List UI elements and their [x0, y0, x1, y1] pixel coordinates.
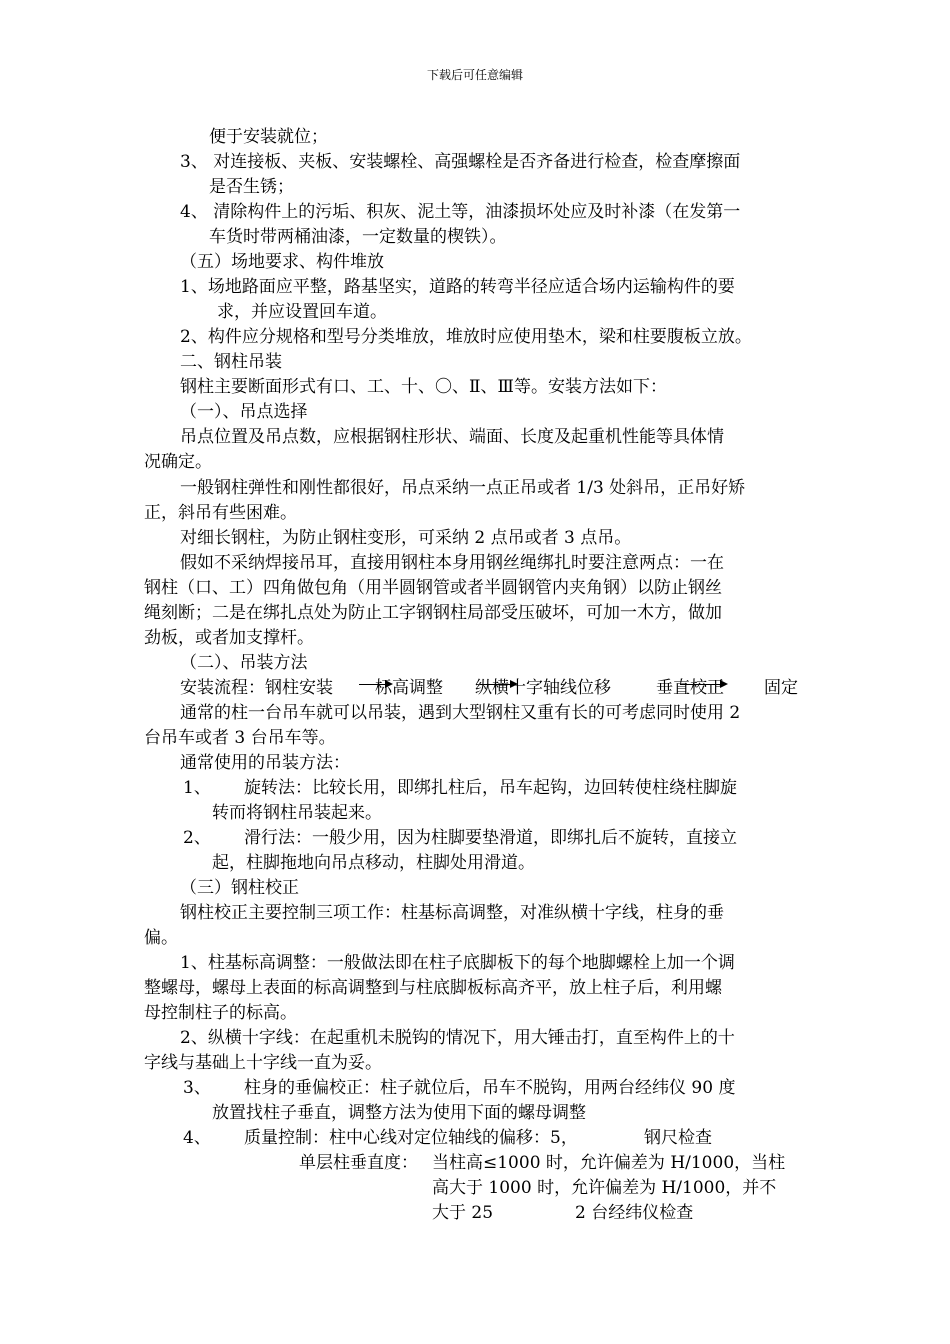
list-number: 4、	[183, 1128, 211, 1148]
header-note: 下载后可任意编辑	[426, 68, 523, 82]
flow-arrow-icon	[680, 684, 726, 685]
text-line: 字线与基础上十字线一直为妥。	[144, 1053, 382, 1073]
text-line: 1、场地路面应平整，路基坚实，道路的转弯半径应适合场内运输构件的要	[180, 277, 735, 297]
text-line: 偏。	[144, 928, 178, 948]
text-line: 1、柱基标高调整：一般做法即在柱子底脚板下的每个地脚螺栓上加一个调	[180, 953, 735, 973]
text-line: 便于安装就位；	[209, 127, 328, 147]
text-line: 正，斜吊有些困难。	[144, 503, 297, 523]
text-line: 求，并应设置回车道。	[217, 302, 387, 322]
text-line: 劲板，或者加支撑杆。	[144, 628, 314, 648]
text-line: 放置找柱子垂直，调整方法为使用下面的螺母调整	[212, 1103, 586, 1123]
text-line: 大于 25	[432, 1203, 494, 1223]
text-line: 柱身的垂偏校正：柱子就位后，吊车不脱钩，用两台经纬仪 90 度	[244, 1078, 736, 1098]
flow-step-2: 标高调整	[375, 678, 443, 698]
section-heading: （三）钢柱校正	[180, 878, 299, 898]
text-line: 车货时带两桶油漆，一定数量的楔铁）。	[209, 227, 507, 247]
text-line: 一般钢柱弹性和刚性都很好，吊点采纳一点正吊或者 1/3 处斜吊，正吊好矫	[180, 478, 746, 498]
text-line: 钢柱主要断面形式有口、工、十、〇、Ⅱ、Ⅲ等。安装方法如下：	[180, 377, 667, 397]
text-line: 整螺母，螺母上表面的标高调整到与柱底脚板标高齐平，放上柱子后，利用螺	[144, 978, 722, 998]
text-line: 通常使用的吊装方法：	[180, 753, 350, 773]
text-line: 况确定。	[144, 452, 212, 472]
text-line: 吊点位置及吊点数，应根据钢柱形状、端面、长度及起重机性能等具体情	[180, 427, 724, 447]
text-line: 通常的柱一台吊车就可以吊装，遇到大型钢柱又重有长的可考虑同时使用 2	[180, 703, 741, 723]
section-heading: （五）场地要求、构件堆放	[180, 252, 384, 272]
section-heading: （二）、吊装方法	[180, 653, 308, 673]
text-line: 单层柱垂直度：	[299, 1153, 418, 1173]
text-line: 假如不采纳焊接吊耳，直接用钢柱本身用钢丝绳绑扎时要注意两点：一在	[180, 553, 724, 573]
section-heading: （一）、吊点选择	[180, 402, 308, 422]
text-line: 质量控制：柱中心线对定位轴线的偏移：5，	[244, 1128, 578, 1148]
text-line: 滑行法：一般少用，因为柱脚要垫滑道，即绑扎后不旋转，直接立	[244, 828, 737, 848]
text-line: 台吊车或者 3 台吊车等。	[144, 728, 336, 748]
list-number: 3、	[183, 1078, 211, 1098]
text-line: 3、 对连接板、夹板、安装螺栓、高强螺栓是否齐备进行检查，检查摩擦面	[180, 152, 741, 172]
text-line: 母控制柱子的标高。	[144, 1003, 297, 1023]
text-line: 对细长钢柱，为防止钢柱变形，可采纳 2 点吊或者 3 点吊。	[180, 528, 632, 548]
text-line: 绳刻断；二是在绑扎点处为防止工字钢钢柱局部受压破坏，可加一木方，做加	[144, 603, 722, 623]
text-line: 钢柱（口、工）四角做包角（用半圆钢管或者半圆钢管内夹角钢）以防止钢丝	[144, 578, 722, 598]
text-line: 起，柱脚拖地向吊点移动，柱脚处用滑道。	[212, 853, 535, 873]
text-line: 旋转法：比较长用，即绑扎柱后，吊车起钩，边回转使柱绕柱脚旋	[244, 778, 737, 798]
text-line: 钢尺检查	[644, 1128, 712, 1148]
flow-arrow-icon	[480, 684, 516, 685]
list-number: 1、	[183, 778, 211, 798]
flow-step-1: 安装流程：钢柱安装	[180, 678, 333, 698]
text-line: 2、纵横十字线：在起重机未脱钩的情况下，用大锤击打，直至构件上的十	[180, 1028, 735, 1048]
list-number: 2、	[183, 828, 211, 848]
text-line: 高大于 1000 时，允许偏差为 H/1000，并不	[432, 1178, 777, 1198]
flow-step-3: 纵横十字轴线位移	[475, 678, 611, 698]
section-heading: 二、钢柱吊装	[180, 352, 282, 372]
text-line: 2、构件应分规格和型号分类堆放，堆放时应使用垫木，梁和柱要腹板立放。	[180, 327, 752, 347]
text-line: 当柱高≤1000 时，允许偏差为 H/1000，当柱	[432, 1153, 786, 1173]
text-line: 4、 清除构件上的污垢、积灰、泥土等，油漆损坏处应及时补漆（在发第一	[180, 202, 741, 222]
flow-step-4: 垂直校正	[656, 678, 724, 698]
text-line: 2 台经纬仪检查	[575, 1203, 694, 1223]
text-line: 转而将钢柱吊装起来。	[212, 803, 382, 823]
flow-step-5: 固定	[764, 678, 798, 698]
text-line: 钢柱校正主要控制三项工作：柱基标高调整，对准纵横十字线，柱身的垂	[180, 903, 724, 923]
flow-arrow-icon	[359, 684, 391, 685]
text-line: 是否生锈；	[209, 177, 294, 197]
